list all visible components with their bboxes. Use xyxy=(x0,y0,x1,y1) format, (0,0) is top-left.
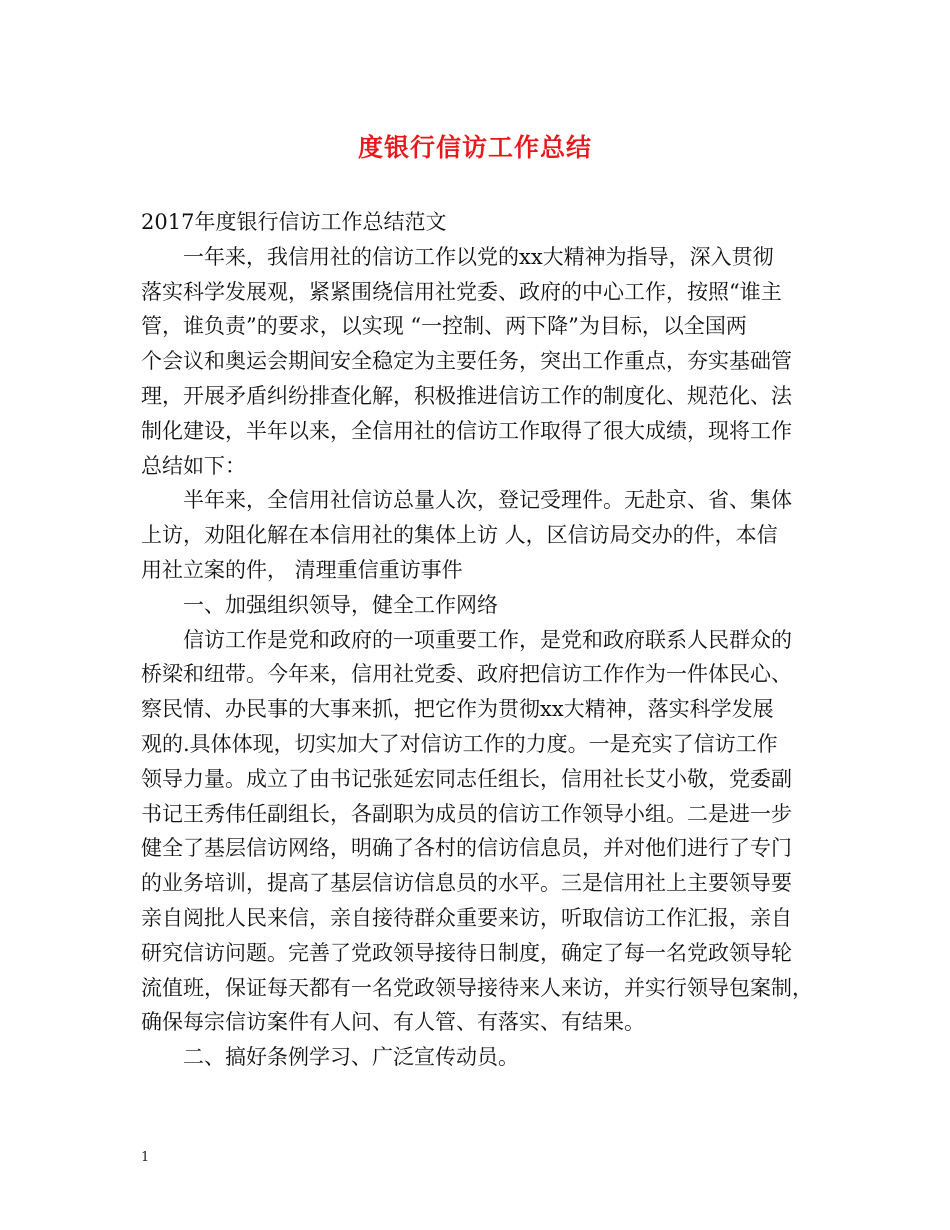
paragraph-line: 总结如下： xyxy=(141,453,246,478)
paragraph-line: 确保每宗信访案件有人问、有人管、有落实、有结果。 xyxy=(141,1010,645,1035)
paragraph-line: 桥梁和纽带。今年来，信用社党委、政府把信访工作作为一件体民心、 xyxy=(141,662,792,687)
paragraph-line: 半年来，全信用社信访总量人次，登记受理件。无赴京、省、集体 xyxy=(183,488,792,513)
paragraph-line: 一年来，我信用社的信访工作以党的xx大精神为指导，深入贯彻 xyxy=(183,244,774,269)
document-body xyxy=(141,205,817,1075)
paragraph-line: 书记王秀伟任副组长，各副职为成员的信访工作领导小组。二是进一步 xyxy=(141,801,792,826)
paragraph-line: 流值班，保证每天都有一名党政领导接待来人来访，并实行领导包案制， xyxy=(141,975,813,1000)
section-heading: 二、搞好条例学习、广泛宣传动员。 xyxy=(183,1045,519,1070)
paragraph-line: 健全了基层信访网络，明确了各村的信访信息员，并对他们进行了专门 xyxy=(141,836,792,861)
section-heading: 一、加强组织领导，健全工作网络 xyxy=(183,592,498,617)
paragraph-line: 察民情、办民事的大事来抓，把它作为贯彻xx大精神，落实科学发展 xyxy=(141,697,774,722)
paragraph-line: 上访，劝阻化解在本信用社的集体上访 人，区信访局交办的件，本信 xyxy=(141,523,778,548)
text-line-subtitle: 2017年度银行信访工作总结范文 xyxy=(141,210,447,234)
paragraph-line: 亲自阅批人民来信，亲自接待群众重要来访，听取信访工作汇报，亲自 xyxy=(141,905,792,930)
paragraph-line: 观的.具体体现，切实加大了对信访工作的力度。一是充实了信访工作 xyxy=(141,731,778,756)
paragraph-line: 落实科学发展观，紧紧围绕信用社党委、政府的中心工作，按照“谁主 xyxy=(141,279,782,304)
paragraph-line: 理，开展矛盾纠纷排查化解，积极推进信访工作的制度化、规范化、法 xyxy=(141,383,792,408)
paragraph-line: 用社立案的件， 清理重信重访事件 xyxy=(141,557,463,582)
paragraph-line: 信访工作是党和政府的一项重要工作，是党和政府联系人民群众的 xyxy=(183,627,792,652)
paragraph-line: 研究信访问题。完善了党政领导接待日制度，确定了每一名党政领导轮 xyxy=(141,940,792,965)
paragraph-line: 的业务培训，提高了基层信访信息员的水平。三是信用社上主要领导要 xyxy=(141,871,792,896)
page-number: 1 xyxy=(141,1150,150,1165)
paragraph-line: 管，谁负责”的要求，以实现 “一控制、两下降”为目标，以全国两 xyxy=(141,314,747,339)
paragraph-line: 个会议和奥运会期间安全稳定为主要任务，突出工作重点，夯实基础管 xyxy=(141,349,792,374)
paragraph-line: 制化建设，半年以来，全信用社的信访工作取得了很大成绩，现将工作 xyxy=(141,418,792,443)
paragraph-line: 领导力量。成立了由书记张延宏同志任组长，信用社长艾小敬，党委副 xyxy=(141,766,792,791)
document-title: 度银行信访工作总结 xyxy=(357,133,592,162)
